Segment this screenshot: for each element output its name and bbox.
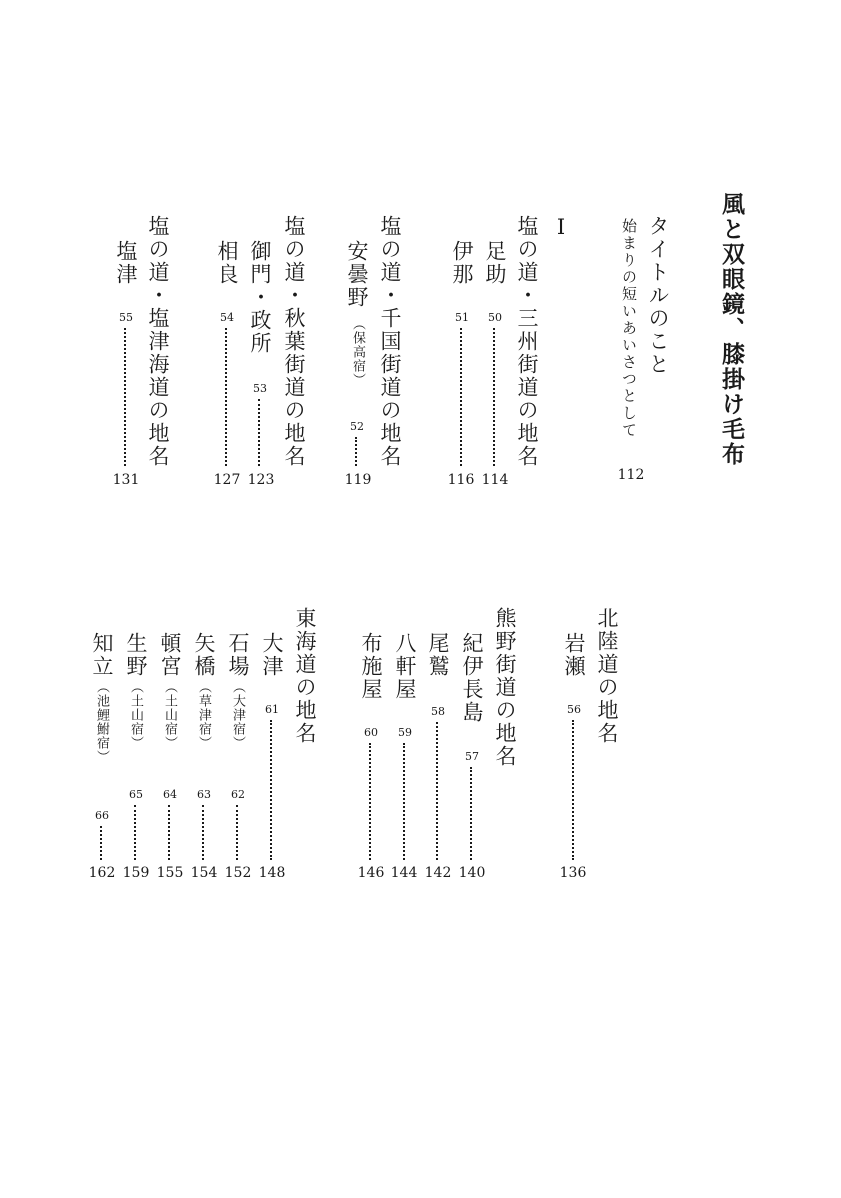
entry-ref-number: 54 (220, 311, 234, 324)
entry-ref-number: 62 (231, 788, 245, 801)
entry-page-number: 136 (559, 865, 587, 881)
entry-name: 足助 (483, 240, 507, 286)
leader-dots (572, 720, 574, 860)
leader-dots (168, 805, 170, 860)
entry-name: 生野 (124, 632, 148, 678)
leader-dots (225, 328, 227, 466)
entry-ref-number: 59 (398, 726, 412, 739)
entry-name: 矢橋 (192, 632, 216, 678)
section-heading-kumano: 熊野街道の地名 (493, 607, 517, 768)
leader-dots (470, 767, 472, 860)
entry-page-number: 142 (424, 865, 452, 881)
entry-ref-number: 55 (119, 311, 133, 324)
entry-name: 八軒屋 (393, 632, 417, 701)
leader-dots (236, 805, 238, 860)
leader-dots (493, 328, 495, 466)
entry-name: 御門・政所 (248, 240, 272, 355)
leader-dots (369, 743, 371, 860)
section-heading-sanshu: 塩の道・三州街道の地名 (515, 215, 539, 468)
leader-dots (258, 399, 260, 466)
leader-dots (100, 826, 102, 860)
entry-page-number: 148 (258, 865, 286, 881)
entry-page-number: 131 (112, 472, 140, 488)
entry-ref-number: 56 (567, 703, 581, 716)
entry-ref-number: 61 (265, 703, 279, 716)
entry-name: 紀伊長島 (460, 632, 484, 724)
entry-name: 尾鷲 (426, 632, 450, 678)
entry-note: （池鯉鮒宿） (94, 680, 109, 764)
entry-page-number: 119 (344, 472, 372, 488)
intro-heading: タイトルのこと (646, 215, 670, 376)
entry-name: 大津 (260, 632, 284, 678)
entry-page-number: 127 (213, 472, 241, 488)
entry-note: （草津宿） (196, 680, 211, 750)
entry-name: 安曇野 (345, 240, 369, 309)
entry-page-number: 140 (458, 865, 486, 881)
part-marker: I (549, 215, 573, 241)
entry-ref-number: 51 (455, 311, 469, 324)
entry-ref-number: 58 (431, 705, 445, 718)
entry-name: 頓宮 (158, 632, 182, 678)
entry-ref-number: 53 (253, 382, 267, 395)
section-heading-tokaido: 東海道の地名 (293, 607, 317, 745)
entry-ref-number: 50 (488, 311, 502, 324)
intro-page-number: 112 (617, 467, 645, 483)
entry-name: 知立 (90, 632, 114, 678)
entry-name: 石場 (226, 632, 250, 678)
leader-dots (355, 437, 357, 466)
intro-subheading: 始まりの短いあいさつとして (620, 218, 638, 439)
entry-name: 相良 (215, 240, 239, 286)
book-title: 風と双眼鏡、膝掛け毛布 (718, 192, 745, 467)
entry-ref-number: 63 (197, 788, 211, 801)
leader-dots (124, 328, 126, 466)
entry-page-number: 144 (390, 865, 418, 881)
entry-ref-number: 60 (364, 726, 378, 739)
entry-page-number: 123 (247, 472, 275, 488)
entry-page-number: 162 (88, 865, 116, 881)
entry-note: （土山宿） (128, 680, 143, 750)
entry-ref-number: 52 (350, 420, 364, 433)
leader-dots (436, 722, 438, 860)
entry-page-number: 155 (156, 865, 184, 881)
entry-note: （保高宿） (350, 317, 365, 387)
leader-dots (270, 720, 272, 860)
entry-page-number: 154 (190, 865, 218, 881)
entry-page-number: 152 (224, 865, 252, 881)
entry-page-number: 114 (481, 472, 509, 488)
entry-name: 伊那 (450, 240, 474, 286)
entry-name: 岩瀬 (562, 632, 586, 678)
entry-name: 塩津 (114, 240, 138, 286)
entry-ref-number: 66 (95, 809, 109, 822)
leader-dots (202, 805, 204, 860)
entry-name: 布施屋 (359, 632, 383, 701)
section-heading-chikuni: 塩の道・千国街道の地名 (378, 215, 402, 468)
entry-ref-number: 65 (129, 788, 143, 801)
leader-dots (403, 743, 405, 860)
entry-page-number: 146 (357, 865, 385, 881)
section-heading-shiotsu: 塩の道・塩津海道の地名 (146, 215, 170, 468)
entry-ref-number: 64 (163, 788, 177, 801)
entry-page-number: 159 (122, 865, 150, 881)
entry-note: （大津宿） (230, 680, 245, 750)
leader-dots (134, 805, 136, 860)
entry-ref-number: 57 (465, 750, 479, 763)
leader-dots (460, 328, 462, 466)
section-heading-akiha: 塩の道・秋葉街道の地名 (282, 215, 306, 468)
entry-note: （土山宿） (162, 680, 177, 750)
section-heading-hokuriku: 北陸道の地名 (595, 607, 619, 745)
entry-page-number: 116 (447, 472, 475, 488)
